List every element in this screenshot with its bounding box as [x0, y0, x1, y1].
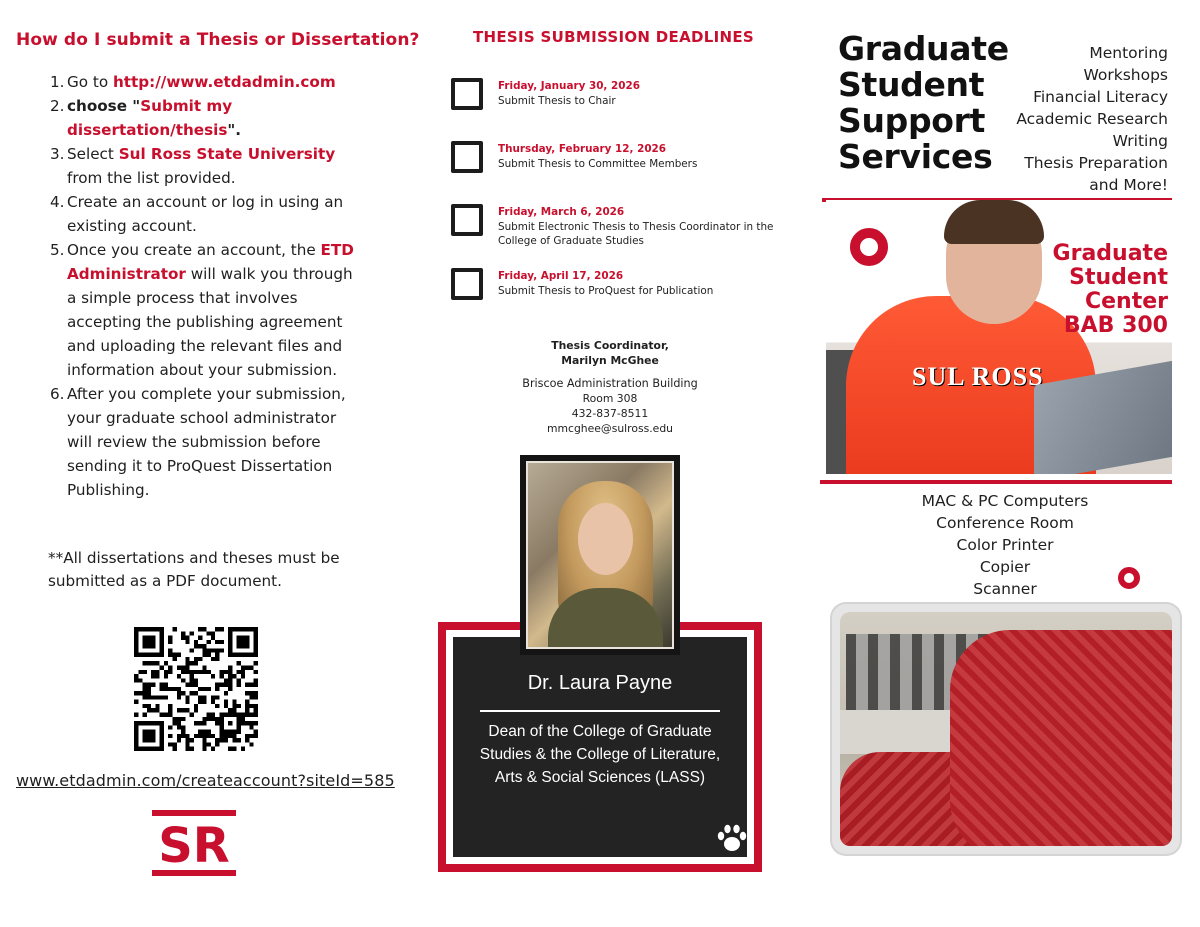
coordinator-phone[interactable]: 432-837-8511 — [571, 407, 649, 420]
deadline-item — [450, 78, 780, 118]
coordinator-room: Room 308 — [582, 392, 638, 405]
sul-ross-logo — [152, 810, 236, 876]
create-account-link[interactable]: www.etdadmin.com/createaccount?siteId=585 — [16, 771, 395, 790]
sweatshirt-logo: SUL ROSS — [912, 362, 1044, 391]
deadline-date: Thursday, February 12, 2026 — [498, 143, 667, 155]
step-item: 1. Go to http://www.etdadmin.com — [50, 73, 336, 91]
deadline-description: Submit Electronic Thesis to Thesis Coordinator in the College of Graduate Studies — [498, 221, 774, 247]
step-item: 2. choose "Submit my dissertation/thesis". — [50, 97, 242, 139]
checkbox-icon[interactable] — [451, 268, 483, 300]
deadline-description: Submit Thesis to Committee Members — [498, 158, 698, 170]
pdf-requirement-note: **All dissertations and theses must be submitted as a PDF document. — [48, 549, 340, 590]
etdadmin-link[interactable]: http://www.etdadmin.com — [112, 73, 336, 91]
step-item: 3. Select Sul Ross State University from the list provided. — [50, 145, 336, 187]
services-list — [1016, 42, 1168, 196]
deadline-item — [450, 268, 780, 308]
service-item: and More! — [1089, 176, 1168, 194]
step-item: 5. Once you create an account, the ETD Administrator will walk you through a simple process that involves accepting the publishing agreement and uploading the relevant files and information about your submission. — [50, 241, 354, 379]
support-services-title: Graduate Student Support Services — [838, 29, 1009, 176]
deadlines-heading: THESIS SUBMISSION DEADLINES — [473, 28, 755, 46]
dean-photo — [520, 455, 680, 655]
coordinator-title: Thesis Coordinator, — [551, 339, 669, 352]
amenity-item: Copier — [979, 558, 1031, 576]
deadline-item — [450, 141, 780, 181]
graduate-student-center-title: Graduate Student Center BAB 300 — [1052, 241, 1168, 338]
submission-question-heading: How do I submit a Thesis or Dissertation? — [16, 30, 420, 50]
circle-icon — [1118, 567, 1140, 589]
submission-steps-list — [52, 70, 362, 502]
checkbox-icon[interactable] — [451, 78, 483, 110]
svg-text:SR: SR — [158, 818, 230, 874]
checkbox-icon[interactable] — [451, 141, 483, 173]
paw-print-icon — [715, 822, 749, 854]
amenity-item: Color Printer — [956, 536, 1054, 554]
deadline-date: Friday, March 6, 2026 — [498, 206, 625, 218]
deadline-description: Submit Thesis to ProQuest for Publication — [498, 285, 714, 297]
service-item: Mentoring — [1089, 44, 1168, 62]
service-item: Writing — [1112, 132, 1168, 150]
service-item: Workshops — [1083, 66, 1168, 84]
coordinator-email[interactable]: mmcghee@sulross.edu — [546, 422, 674, 435]
amenity-item: Conference Room — [936, 514, 1074, 532]
amenities-list — [900, 490, 1110, 600]
deadline-date: Friday, April 17, 2026 — [498, 270, 624, 282]
service-item: Academic Research — [1016, 110, 1168, 128]
service-item: Thesis Preparation — [1024, 154, 1168, 172]
deadline-item — [450, 204, 780, 247]
coordinator-name: Marilyn McGhee — [561, 354, 659, 367]
deadline-description: Submit Thesis to Chair — [498, 95, 616, 107]
circle-icon — [850, 228, 888, 266]
step-item: 6. After you complete your submission, your graduate school administrator will review the submission before sending it to ProQuest Dissertation Publishing. — [50, 385, 346, 499]
dean-card — [438, 622, 762, 872]
qr-code-icon[interactable] — [134, 627, 258, 751]
thesis-coordinator-contact — [490, 338, 730, 436]
dean-role: Dean of the College of Graduate Studies & the College of Literature, Arts & Social Sciences (LASS) — [479, 723, 721, 786]
deadline-date: Friday, January 30, 2026 — [498, 80, 640, 92]
checkbox-icon[interactable] — [451, 204, 483, 236]
amenity-item: MAC & PC Computers — [921, 492, 1089, 510]
step-item: 4. Create an account or log in using an existing account. — [50, 193, 344, 235]
coordinator-building: Briscoe Administration Building — [522, 377, 698, 390]
service-item: Financial Literacy — [1033, 88, 1168, 106]
divider — [820, 480, 1172, 484]
student-center-room-photo — [832, 604, 1180, 854]
dean-name: Dr. Laura Payne — [527, 672, 673, 694]
amenity-item: Scanner — [973, 580, 1037, 598]
divider — [480, 710, 720, 712]
